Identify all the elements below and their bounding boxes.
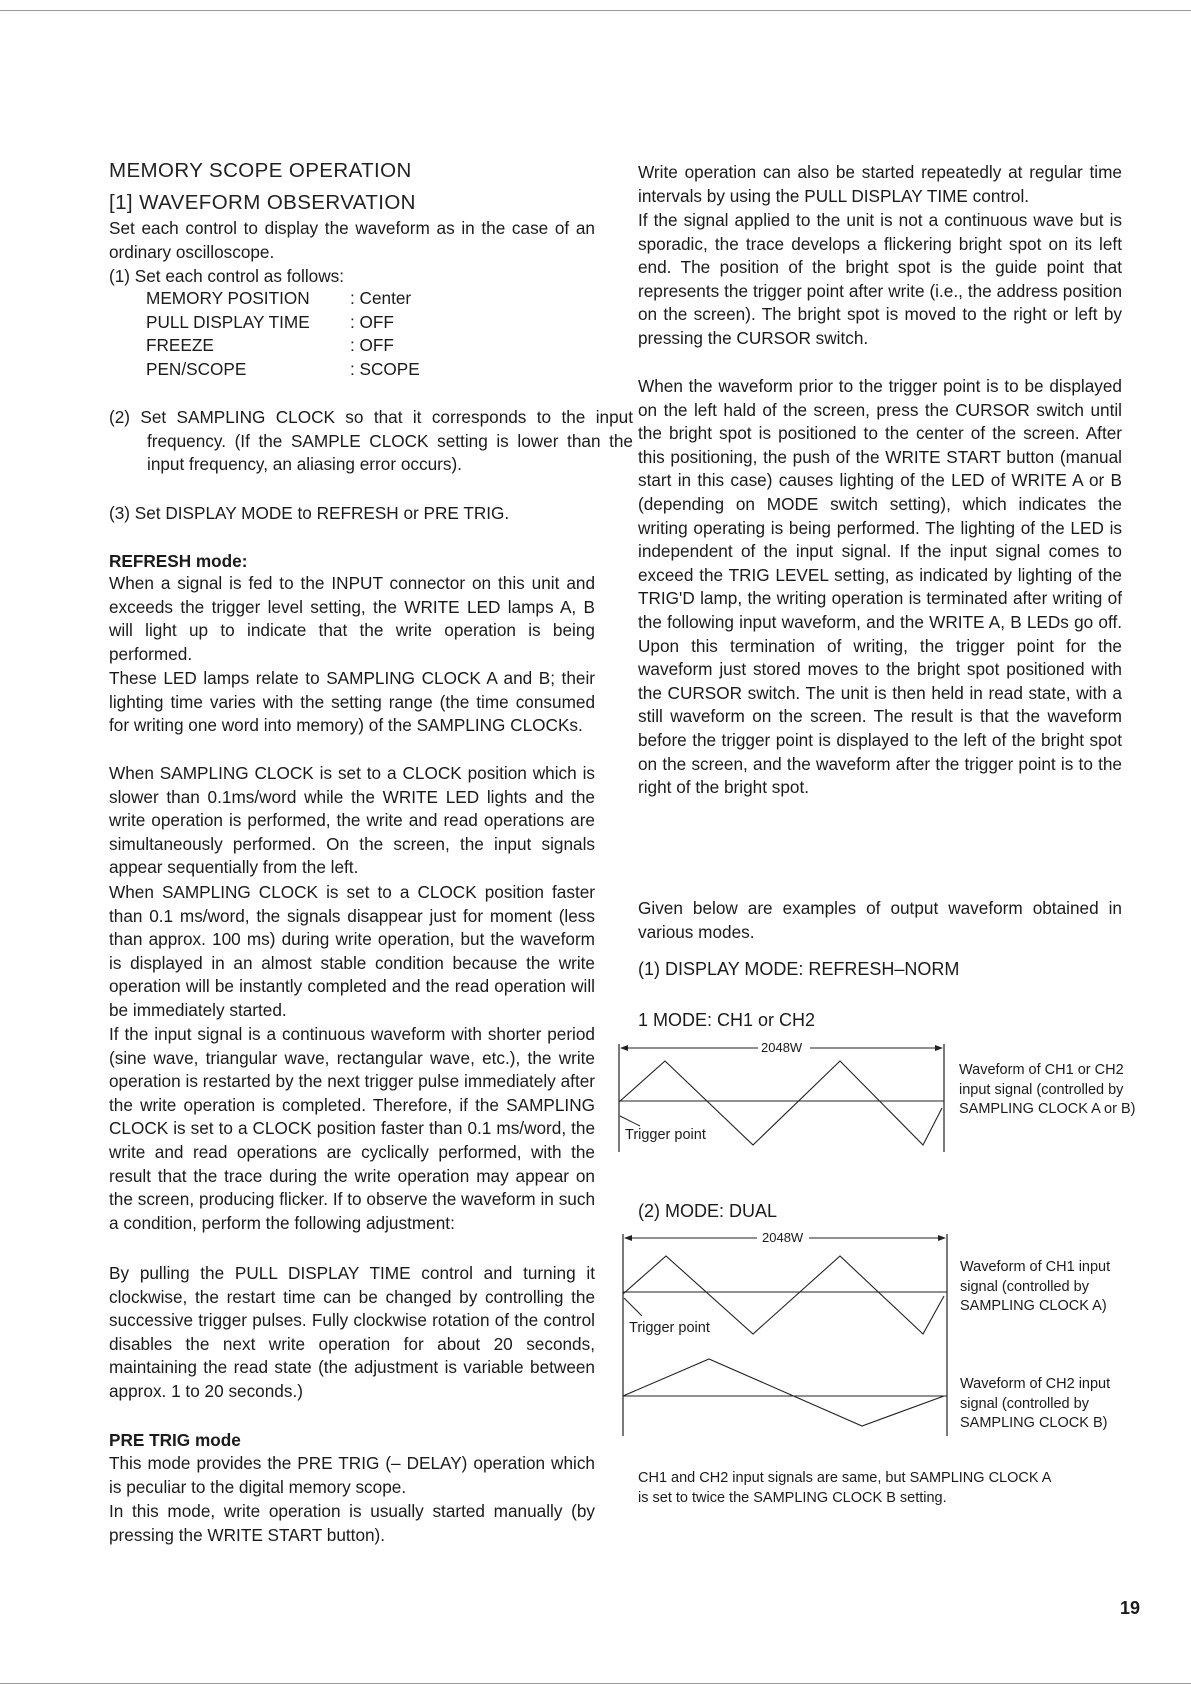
refresh-mode-heading: REFRESH mode: xyxy=(109,551,248,571)
examples-intro: Given below are examples of output waveform obtained in various modes. xyxy=(638,898,1122,942)
step-3: (3) Set DISPLAY MODE to REFRESH or PRE TRIG. xyxy=(109,503,510,523)
right-paragraph-1: Write operation can also be started repeatedly at regular time intervals by using the PULL DISPLAY TIME control. xyxy=(638,162,1122,206)
fig1-span-label: 2048W xyxy=(761,1040,803,1055)
trigger-point-tick xyxy=(624,1298,642,1316)
setting-value: : SCOPE xyxy=(350,358,420,379)
pretrig-paragraph-2: In this mode, write operation is usually started manually (by pressing the WRITE START button). xyxy=(109,1501,595,1545)
trigger-point-tick xyxy=(620,1116,640,1126)
fig2-ch2-description: Waveform of CH2 input signal (controlled by SAMPLING CLOCK B) xyxy=(960,1376,1111,1431)
mode-1-heading: 1 MODE: CH1 or CH2 xyxy=(638,1010,816,1030)
ch2-triangle-waveform xyxy=(623,1359,944,1426)
fig1-trigger-label: Trigger point xyxy=(625,1127,706,1143)
mode-2-heading: (2) MODE: DUAL xyxy=(638,1201,778,1221)
display-mode-heading: (1) DISPLAY MODE: REFRESH–NORM xyxy=(638,959,960,979)
fig2-ch1-description: Waveform of CH1 input signal (controlled by SAMPLING CLOCK A) xyxy=(960,1259,1111,1314)
arrowhead-right-icon xyxy=(938,1235,946,1241)
arrowhead-left-icon xyxy=(620,1045,628,1051)
arrowhead-right-icon xyxy=(935,1045,943,1051)
setting-row xyxy=(146,311,420,335)
refresh-paragraph-5: If the input signal is a continuous waveform with shorter period (sine wave, triangular wave, rectangular wave, etc.), the write operation is restarted by the next trigger pulse immediately after the write operation is completed. Therefore, if the SAMPLING CLOCK is set to a CLOCK position faster than 0.1 ms/word, the write and read operations are cyclically performed, with the result that the trace during the write operation may appear on the screen, producing flicker. If to observe the waveform in such a condition, perform the following adjustment: xyxy=(109,1024,595,1233)
setting-name: FREEZE xyxy=(146,335,214,356)
step-1: (1) Set each control as follows: xyxy=(109,266,345,286)
fig2-span-label: 2048W xyxy=(762,1230,804,1245)
right-paragraph-3: When the waveform prior to the trigger point is to be displayed on the left hald of the screen, press the CURSOR switch until the bright spot is positioned to the center of the screen. After this positioning, the push of the WRITE START button (manual start in this case) causes lighting of the LED of WRITE A or B (depending on MODE switch setting), which indicates the writing operating is being performed. The lighting of the LED is independent of the input signal. If the input signal comes to exceed the TRIG LEVEL setting, as indicated by lighting of the TRIG'D lamp, the writing operation is terminated after writing of the following input waveform, and the WRITE A, B LEDs go off. Upon this termination of writing, the trigger point for the waveform just stored moves to the bright spot positioned with the CURSOR switch. The unit is then held in read state, with a still waveform on the screen. The result is that the waveform before the trigger point is displayed to the left of the bright spot on the screen, and the waveform after the trigger point is to the right of the bright spot. xyxy=(638,376,1122,798)
refresh-paragraph-2: These LED lamps relate to SAMPLING CLOCK A and B; their lighting time varies with the setting range (the time consumed for writing one word into memory) of the SAMPLING CLOCKs. xyxy=(109,668,595,736)
arrowhead-left-icon xyxy=(624,1235,632,1241)
page-number: 19 xyxy=(1120,1598,1141,1618)
section-heading: [1] WAVEFORM OBSERVATION xyxy=(109,191,416,214)
right-paragraph-2: If the signal applied to the unit is not a continuous wave but is sporadic, the trace develops a flickering bright spot on its left end. The position of the bright spot is the guide point that represents the trigger point after write (i.e., the address position on the screen). The bright spot is moved to the right or left by pressing the CURSOR switch. xyxy=(638,210,1122,348)
setting-name: PEN/SCOPE xyxy=(146,358,247,379)
refresh-paragraph-1: When a signal is fed to the INPUT connector on this unit and exceeds the trigger level setting, the WRITE LED lamps A, B will light up to indicate that the write operation is being performed. xyxy=(109,573,595,664)
setting-value: : OFF xyxy=(350,311,394,332)
figure-caption-line-1: CH1 and CH2 input signals are same, but SAMPLING CLOCK A xyxy=(638,1470,1052,1486)
fig2-trigger-label: Trigger point xyxy=(629,1320,710,1336)
pretrig-mode-heading: PRE TRIG mode xyxy=(109,1430,241,1450)
refresh-paragraph-3: When SAMPLING CLOCK is set to a CLOCK position which is slower than 0.1ms/word while the WRITE LED lights and the write operation is performed, the write and read operations are simultaneously performed. On the screen, the input signals appear sequentially from the left. xyxy=(109,763,595,878)
intro-paragraph: Set each control to display the waveform as in the case of an ordinary oscilloscope. xyxy=(109,218,595,262)
refresh-paragraph-6: By pulling the PULL DISPLAY TIME control and turning it clockwise, the restart time can be changed by controlling the successive trigger pulses. Fully clockwise rotation of the control disables the next write operation for about 20 seconds, maintaining the read state (the adjustment is variable between approx. 1 to 20 seconds.) xyxy=(109,1263,595,1401)
setting-name: MEMORY POSITION xyxy=(146,288,310,308)
bottom-scan-edge xyxy=(0,1683,1191,1684)
step-2: (2) Set SAMPLING CLOCK so that it corresponds to the input frequency. (If the SAMPLE CLOCK setting is lower than the input frequency, an aliasing error occurs). xyxy=(109,407,633,475)
setting-row xyxy=(146,334,420,358)
top-scan-edge xyxy=(0,10,1191,11)
settings-list xyxy=(146,287,420,381)
setting-value: : Center xyxy=(350,288,412,308)
page-title: MEMORY SCOPE OPERATION xyxy=(109,159,412,182)
fig1-description: Waveform of CH1 or CH2 input signal (controlled by SAMPLING CLOCK A or B) xyxy=(959,1062,1136,1117)
pretrig-paragraph-1: This mode provides the PRE TRIG (– DELAY) operation which is peculiar to the digital memory scope. xyxy=(109,1453,595,1497)
refresh-paragraph-4: When SAMPLING CLOCK is set to a CLOCK position faster than 0.1 ms/word, the signals disappear just for moment (less than approx. 100 ms) during write operation, but the waveform is displayed in an almost stable condition because the write operation will be instantly completed and the read operation will be immediately started. xyxy=(109,882,595,1020)
figure-caption-line-2: is set to twice the SAMPLING CLOCK B setting. xyxy=(638,1490,947,1506)
setting-row xyxy=(146,287,420,311)
setting-row xyxy=(146,358,420,382)
setting-value: : OFF xyxy=(350,335,394,356)
setting-name: PULL DISPLAY TIME xyxy=(146,311,310,332)
